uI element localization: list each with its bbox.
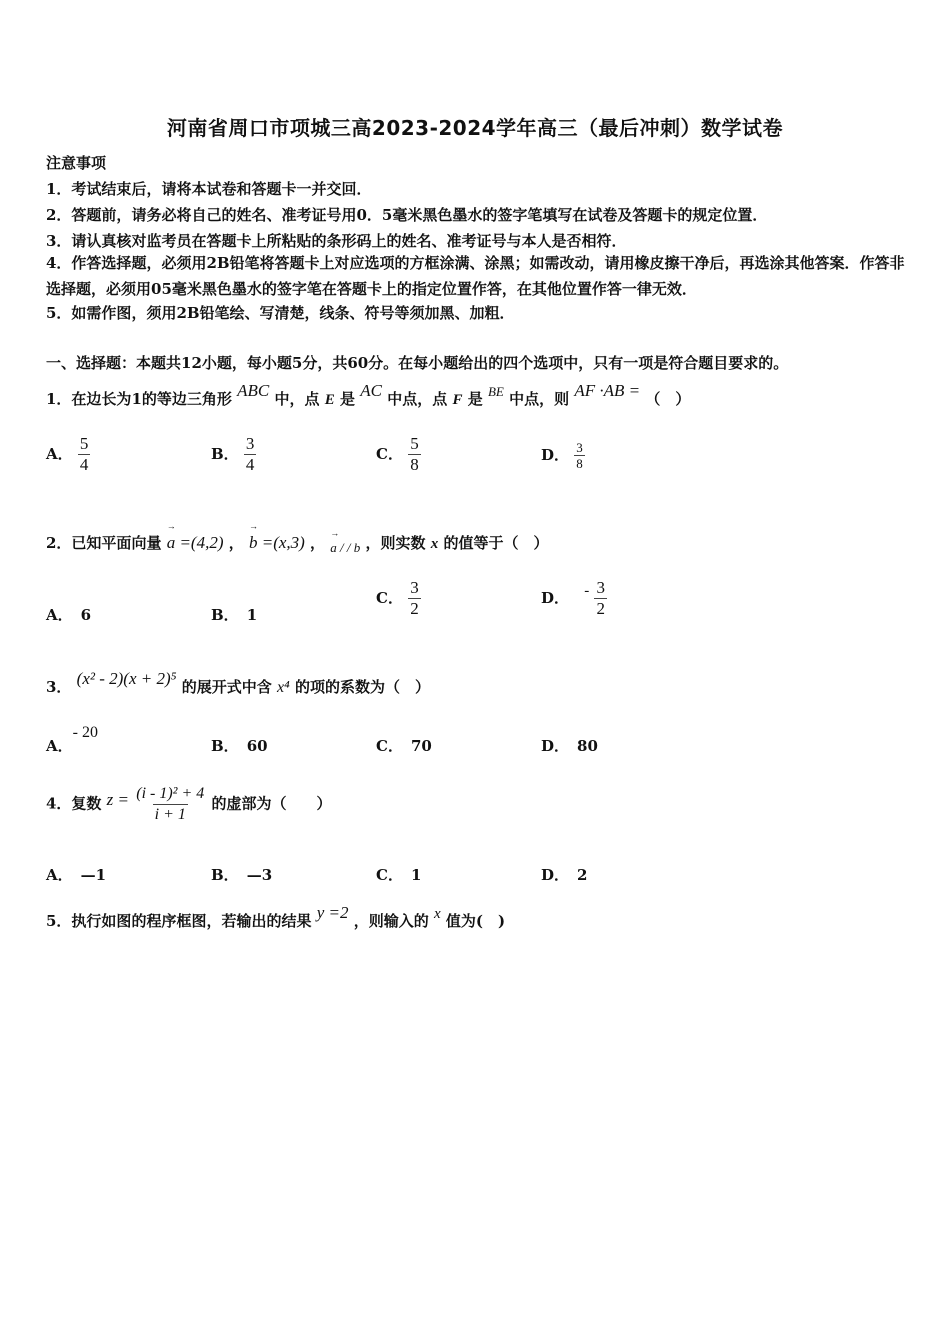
q4-option-b (211, 864, 272, 885)
option-value: - 20 (72, 724, 98, 741)
numerator: 5 (79, 434, 89, 453)
option-fraction (574, 440, 585, 471)
exam-title: 河南省周口市项城三高2023-2024学年高三（最后冲刺）数学试卷 (166, 116, 784, 140)
option-value: 1 (246, 606, 258, 624)
option-fraction (78, 434, 91, 475)
q2-math: → a =(4,2) (167, 533, 224, 553)
q3-option-a (46, 721, 98, 755)
option-value: 2 (577, 866, 588, 884)
option-value: 80 (577, 737, 598, 755)
option-label: D． (541, 737, 570, 755)
option-label: D． (541, 445, 570, 464)
q5-text: ，则输入的 (353, 912, 429, 930)
q3-option-d (541, 735, 598, 756)
option-label: C． (376, 866, 403, 884)
q2-math: → a / / b (330, 540, 360, 556)
q3-text: 3． (46, 678, 72, 696)
q1-math: F (452, 392, 463, 408)
q2-text: ， (228, 534, 244, 552)
option-label: B． (211, 444, 239, 463)
option-value: 60 (246, 737, 268, 755)
q2-text: ，则实数 (365, 534, 426, 552)
q4-option-a (46, 864, 106, 885)
q1-math: AC (360, 381, 382, 400)
option-label: B． (211, 737, 239, 755)
q4-text: 4．复数 (46, 794, 102, 813)
option-label: B． (211, 866, 239, 884)
numerator: 3 (410, 578, 419, 597)
q1-text: 中点，点 (387, 390, 448, 408)
option-label: D． (541, 588, 570, 607)
q3-math: x⁴ (277, 679, 290, 696)
option-value: —1 (80, 866, 107, 884)
option-fraction (244, 434, 257, 475)
numerator: 5 (410, 434, 419, 453)
q4-option-d (541, 864, 587, 885)
q3-text: 的项的系数为（ ） (294, 678, 430, 696)
option-fraction (408, 578, 421, 619)
denominator: 4 (79, 455, 89, 474)
option-value: 1 (410, 866, 422, 884)
denominator: 8 (410, 455, 419, 474)
option-label: C． (376, 588, 403, 607)
notice-heading: 注意事项 (46, 154, 107, 172)
notice-item: 4．作答选择题，必须用2B铅笔将答题卡上对应选项的方框涂满、涂黑；如需改动，请用橡皮擦干净后，再选涂其他答案．作答非选择题，必须用05毫米黑色墨水的签字笔在答题卡上的指定位置作答，在其他位置作答一律无效． (46, 254, 905, 298)
option-value: 70 (410, 737, 432, 755)
option-label: D． (541, 866, 570, 884)
q1-text: 中，点 (274, 390, 320, 408)
q2-math: x (430, 536, 439, 552)
q2-math: → b =(x,3) (249, 533, 305, 553)
question-1 (46, 381, 691, 409)
notice-item: 5．如需作图，须用2B铅笔绘、写清楚，线条、符号等须加黑、加粗． (46, 304, 515, 322)
q1-math: AF ·AB = (574, 381, 641, 400)
q1-math: BE (487, 384, 504, 399)
numerator: 3 (576, 440, 583, 455)
option-label: A． (46, 606, 73, 624)
q3-text: 的展开式中含 (181, 678, 272, 696)
q2-option-d (541, 578, 607, 619)
q1-text: 是 (339, 390, 355, 408)
q1-option-d (541, 440, 585, 471)
q2-option-b (211, 604, 257, 625)
q2-text: 的值等于（ ） (443, 534, 549, 552)
option-label: B． (211, 606, 239, 624)
q4-text: 的虚部为（ ） (211, 794, 332, 813)
numerator: (i - 1)² + 4 (136, 785, 205, 802)
q1-option-b (211, 434, 256, 475)
denominator: i + 1 (154, 806, 186, 823)
denominator: 2 (596, 599, 605, 618)
notice-item: 2．答题前，请务必将自己的姓名、准考证号用0．5毫米黑色墨水的签字笔填写在试卷及答题卡的规定位置． (46, 206, 768, 224)
q1-text: 是 (467, 390, 483, 408)
q1-text: （ ） (645, 390, 691, 408)
option-label: C． (376, 444, 403, 463)
option-label: C． (376, 737, 403, 755)
q4-fraction (134, 784, 206, 825)
question-5 (46, 903, 506, 931)
q3-math: (x² - 2)(x + 2)⁵ (76, 669, 177, 688)
q5-math: y =2 (316, 903, 349, 922)
notice-item: 1．考试结束后，请将本试卷和答题卡一并交回． (46, 180, 372, 198)
denominator: 8 (576, 456, 583, 471)
q4-math: z = (106, 789, 130, 809)
q2-option-c (376, 578, 421, 619)
notice-item: 3．请认真核对监考员在答题卡上所粘贴的条形码上的姓名、准考证号与本人是否相符． (46, 232, 627, 250)
option-value: 6 (80, 606, 92, 624)
option-sign: - (584, 582, 590, 599)
q5-text: 5．执行如图的程序框图，若输出的结果 (46, 912, 312, 930)
q1-math: ABC (237, 381, 270, 400)
q1-text: 中点，则 (509, 390, 570, 408)
q2-text: ， (310, 534, 326, 552)
numerator: 3 (596, 578, 605, 597)
option-fraction (408, 434, 421, 475)
option-label: A． (46, 866, 73, 884)
option-fraction (594, 578, 607, 619)
q1-option-a (46, 434, 90, 475)
q2-option-a (46, 604, 91, 625)
denominator: 2 (410, 599, 419, 618)
q3-option-b (211, 735, 268, 756)
q5-text: 值为( ) (445, 912, 506, 930)
q4-option-c (376, 864, 421, 885)
section-heading: 一、选择题：本题共12小题，每小题5分，共60分。在每小题给出的四个选项中，只有一项是符合题目要求的。 (46, 354, 789, 372)
q1-option-c (376, 434, 421, 475)
option-value: —3 (246, 866, 273, 884)
denominator: 4 (245, 455, 255, 474)
numerator: 3 (245, 434, 255, 453)
question-4 (46, 784, 332, 825)
q3-option-c (376, 735, 432, 756)
q2-text: 2．已知平面向量 (46, 534, 162, 552)
q1-text: 1．在边长为1的等边三角形 (46, 390, 232, 408)
question-2 (46, 532, 549, 553)
option-label: A． (46, 444, 73, 463)
q1-math: E (324, 392, 335, 408)
q5-math: x (433, 906, 441, 922)
question-3 (46, 669, 430, 697)
option-label: A． (46, 737, 73, 755)
